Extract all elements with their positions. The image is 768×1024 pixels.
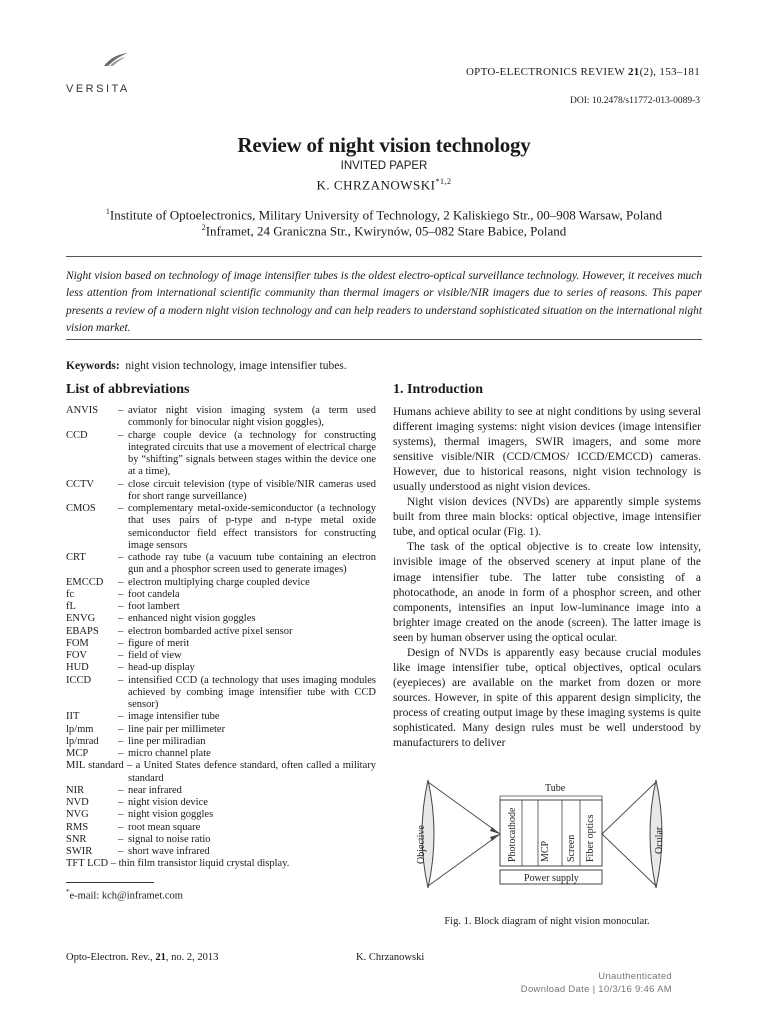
abbr-definition: night vision goggles [128,809,214,821]
abbr-row [66,626,376,638]
abbreviations-heading: List of abbreviations [66,382,190,397]
keywords: Keywords: night vision technology, image intensifier tubes. [66,360,347,372]
ray-line [428,834,500,886]
publisher-logo [66,52,136,95]
abbr-definition: intensified CCD (a technology that uses imaging modules achieved by combing image intensifier tube with CCD sensor) [128,674,376,710]
tube-label: Tube [545,783,566,794]
abbr-term: EBAPS [66,625,99,637]
publisher-name: VERSITA [66,83,130,95]
abbr-dash: – [118,576,124,588]
abbreviations-list [66,405,376,871]
abbr-row [66,834,376,846]
journal-info: OPTO-ELECTRONICS REVIEW 21(2), 153–181 [465,66,700,78]
abbr-row-tft: TFT LCD – thin film transistor liquid crystal display. [66,858,290,870]
abbr-term: CMOS [66,503,96,514]
abbr-definition: signal to noise ratio [128,833,211,845]
abbr-row [66,797,376,809]
abbr-term: RMS [66,821,89,833]
abbr-definition: image intensifier tube [128,711,220,723]
figure-caption: Fig. 1. Block diagram of night vision monocular. [444,916,650,927]
ray-line [428,782,500,834]
versita-swoosh-icon [66,52,136,78]
abbr-definition: foot candela [128,588,180,600]
abbr-term: EMCCD [66,576,104,588]
abbr-row [66,822,376,834]
abbr-term: MCP [66,748,89,759]
abstract-bottom-rule [66,339,702,340]
intro-paragraph: Night vision devices (NVDs) are apparently simple systems built from three main blocks: optical objective, image intensifier tube, and optical ocular (Fig. 1). [393,496,701,539]
abbr-term: HUD [66,662,89,674]
abbr-term: fc [66,588,75,600]
abbr-definition: aviator night vision imaging system (a term used commonly for binocular night vision goggles), [128,405,376,429]
abbr-definition: charge couple device (a technology for constructing integrated circuits that use a movement of electrical charge by “shifting” signals between stages within the device one at a time), [128,429,376,478]
abbr-term: FOM [66,637,89,649]
abbr-dash: – [118,613,124,625]
footer-author: K. Chrzanowski [356,952,425,963]
abbr-definition: cathode ray tube (a vacuum tube containing an electron gun and a phosphor screen used to generate images) [128,552,376,576]
introduction-heading: 1. Introduction [393,382,483,397]
abbr-row [66,809,376,821]
abbr-row [66,503,376,552]
abbr-definition: complementary metal-oxide-semiconductor (a technology that uses pairs of p-type and n-type metal oxide semiconductor field effect transistors for constructing image sensors [128,503,376,551]
abbr-definition: close circuit television (type of visible/NIR cameras used for short range surveillance) [128,478,376,502]
abbr-row [66,601,376,613]
mcp-label: MCP [540,840,551,862]
abbr-definition: electron bombarded active pixel sensor [128,625,293,637]
abbr-dash: – [118,503,124,514]
abstract: Night vision based on technology of image intensifier tubes is the oldest electro-optical surveillance technology. However, it receives much less attention from international scientific community than thermal imagers or visible/NIR imagers due to series of reasons. This paper presents a review of a modern night vision technology and can help readers to understand sophisticated situation on the international night vision market. [66,270,702,334]
abbr-dash: – [118,405,124,416]
abbr-definition: line per miliradian [128,735,206,747]
abbr-dash: – [118,711,124,723]
screen-label: Screen [566,834,577,862]
abbr-definition: micro channel plate [128,748,211,759]
doi[interactable]: DOI: 10.2478/s11772-013-0089-3 [570,96,700,106]
abbr-dash: – [118,662,124,674]
abbr-row [66,577,376,589]
abbr-row [66,650,376,662]
abbr-term: NVG [66,809,89,821]
arrow-head [490,834,500,841]
abbr-term: IIT [66,711,80,723]
abbr-term: ENVG [66,613,96,625]
abbr-row-mil: MIL standard – a United States defence standard, often called a military standard [66,760,376,784]
ray-line [602,782,656,834]
abbr-row [66,405,376,430]
abbr-definition: night vision device [128,797,208,808]
keywords-label: Keywords: [66,360,120,372]
abbr-dash: – [118,552,124,563]
introduction-body [393,405,701,751]
abbr-dash: – [118,674,124,686]
abbr-definition: near infrared [128,784,182,796]
affiliation-2: $^2$Inframet, 24 Graniczna Str., Kwirynów, 05–082 Stare Babice, Poland [201,223,567,239]
journal-volume: 21 [627,66,640,78]
footer-citation: Opto-Electron. Rev., 21, no. 2, 2013 [66,952,219,963]
fiber-optics-label: Fiber optics [585,814,596,862]
abbr-definition: figure of merit [128,637,190,649]
abbr-row [66,736,376,748]
abbr-dash: – [118,588,124,600]
abbr-term: CRT [66,552,86,563]
abbr-dash: – [118,723,124,735]
abbr-term: NVD [66,797,89,808]
abbr-dash: – [118,625,124,637]
arrow-head [490,827,500,834]
abbr-row [66,662,376,674]
abbr-row [66,430,376,479]
abbr-dash: – [118,601,124,612]
author-marks: *1,2 [435,177,452,186]
abbr-dash: – [118,429,124,441]
abbr-term: CCTV [66,478,95,490]
abbr-term: CCD [66,429,88,441]
abbr-definition: head-up display [128,662,195,674]
abbr-term: lp/mm [66,723,94,735]
abbr-dash: – [118,797,124,808]
abbr-definition: field of view [128,650,182,661]
intro-paragraph: Humans achieve ability to see at night conditions by using several different imaging systems: night vision devices (image intensifier systems), thermal imagers, SWIR imagers, and some more sensitive visible/NIR (CCD/CMOS/ ICCD/EMCCD) cameras. However, due to historical reasons, night vision technology is usually understood as night vision devices. [393,406,701,494]
abstract-top-rule [66,256,702,257]
abbr-dash: – [118,784,124,796]
abbr-definition: electron multiplying charge coupled device [128,576,310,588]
abbr-definition: short wave infrared [128,846,210,857]
abbr-row [66,846,376,858]
abbr-row [66,724,376,736]
abbr-row [66,589,376,601]
abbr-dash: – [118,637,124,649]
abbr-term: FOV [66,650,88,661]
abbr-row [66,638,376,650]
abbr-term: NIR [66,784,85,796]
abbr-dash: – [118,748,124,759]
abbr-row [66,613,376,625]
affiliation-1: $^1$Institute of Optoelectronics, Military University of Technology, 2 Kaliskiego Str., 00–908 Warsaw, Poland [105,207,663,223]
figure-1 [388,778,706,890]
author: K. CHRZANOWSKI$^{*1,2}$ [316,177,452,193]
abbr-dash: – [118,809,124,821]
abbr-row [66,675,376,712]
paper-title: Review of night vision technology [237,133,531,157]
abbr-dash: – [118,846,124,857]
photocathode-label: Photocathode [507,807,518,862]
abbr-row [66,479,376,504]
abbr-dash: – [118,821,124,833]
abbr-row [66,785,376,797]
abbr-term: fL [66,601,76,612]
abbr-term: SWIR [66,846,93,857]
intro-paragraph: The task of the optical objective is to create low intensity, invisible image of the observed scenery at input plane of the image intensifier tube. The latter tube consisting of a photocathode, an anode in form of a phosphor screen, and other components, intensifies an input low-luminance image into a brighter image created on the anode (screen). The latter image is seen by human observer using the optical ocular. [393,541,701,644]
abbr-dash: – [118,650,124,661]
power-supply-label: Power supply [524,873,579,884]
abbr-term: ICCD [66,674,92,686]
footnote-rule [66,882,154,883]
abbr-dash: – [118,833,124,845]
abbr-dash: – [118,735,124,747]
ocular-label: Ocular [654,826,665,854]
night-vision-block-diagram [388,778,706,890]
abbr-dash: – [118,478,124,490]
abbr-term: ANVIS [66,405,99,416]
abbr-row [66,748,376,760]
intro-paragraph: Design of NVDs is apparently easy because crucial modules like image intensifier tube, optical objectives, optical oculars (eyepieces) are available on the market from dozen or more sources. However, in spite of this apparent design simplicity, the process of creating output image by these imaging systems is quite sophisticated. Many design rules must be well understood by manufacturers to deliver [393,646,701,750]
abbr-term: lp/mrad [66,735,99,747]
abbr-row [66,711,376,723]
abbr-term: SNR [66,833,87,845]
abbr-definition: root mean square [128,821,201,833]
objective-label: Objective [416,825,427,864]
ray-line [602,834,656,886]
footnote-email[interactable]: e-mail: kch@inframet.com [69,890,183,902]
abbr-definition: line pair per millimeter [128,723,226,735]
abbr-row [66,552,376,577]
download-stamp: Unauthenticated Download Date | 10/3/16 9:46 AM [520,971,672,995]
abbr-definition: enhanced night vision goggles [128,613,256,625]
abbr-definition: foot lambert [128,601,180,612]
footnote: *e-mail: kch@inframet.com [66,888,183,902]
paper-type: INVITED PAPER [340,160,428,172]
